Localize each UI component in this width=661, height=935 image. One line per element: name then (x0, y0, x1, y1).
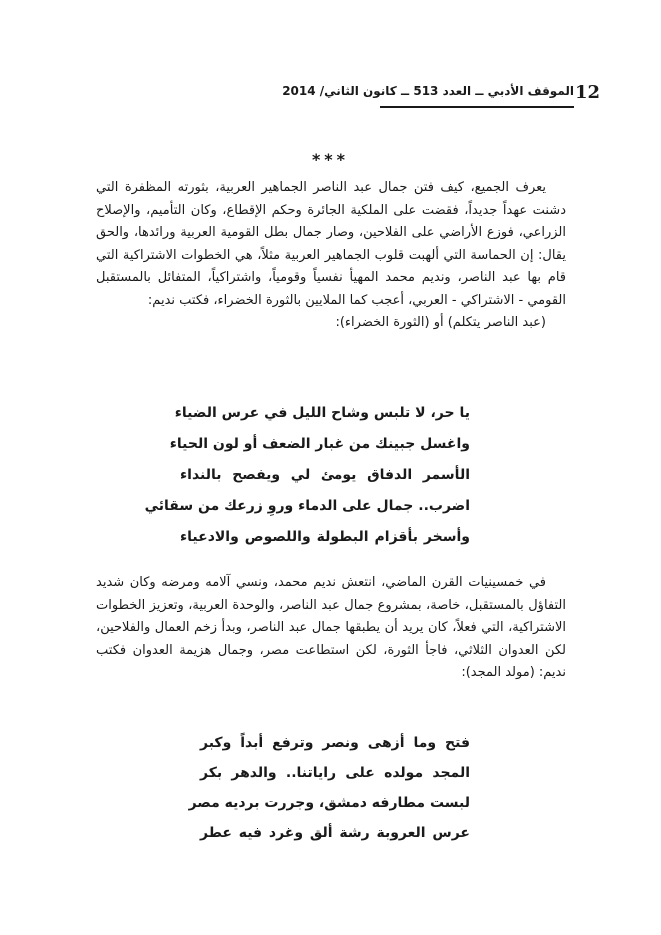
poem-stanza-1 (144, 398, 470, 553)
verse-line: لبست مطارفه دمشق، وجررت برديه مصر (188, 795, 470, 811)
paragraph-1 (96, 177, 566, 335)
verse-line: فتح وما أزهى ونصر وترفع أبداً وكبر (200, 735, 470, 751)
verse-title: (عبد الناصر يتكلم) أو (الثورة الخضراء): (335, 315, 546, 330)
verse-line: اضرب.. جمال على الدماء وروِ زرعك من سقائي (144, 498, 470, 514)
verse-line: الأسمر الدفاق يومئ لي ويفصح بالنداء (180, 467, 470, 483)
verse-line: يا حر، لا تلبس وشاح الليل في عرس الضياء (174, 405, 470, 421)
verse-line: وأسخر بأقزام البطولة واللصوص والادعياء (180, 529, 470, 545)
header-rule (380, 106, 574, 108)
section-separator: *** (311, 150, 350, 169)
verse-line: عرس العروبة رشة ألق وغرد فيه عطر (200, 825, 470, 841)
paragraph-2 (96, 572, 566, 685)
paragraph-1-text: يعرف الجميع، كيف فتن جمال عبد الناصر الجماهير العربية، بثورته المظفرة التي دشنت عهداً جديداً، فقضت على الملكية الجائرة وحكم الإقطاع، وكان التأميم، والإصلاح الزراعي، فوزع الأراضي على الفلاحين، وصار جمال بطل القومية العربية ورائدها، والحق يقال: إن الحماسة التي ألهبت قلوب الجماهير العربية مثلاً، هي الخطوات الاشتراكية التي قام بها عبد الناصر، ونديم محمد المهيأ نفسياً وقومياً، واشتراكياً، المتفائل بالمستقبل القومي - الاشتراكي - العربي، أعجب كما الملايين بالثورة الخضراء، فكتب نديم: (96, 180, 566, 308)
verse-line: المجد مولده على راياتنا.. والدهر بكر (200, 765, 470, 781)
running-head: الموقف الأدبي ــ العدد 513 ــ كانون الثاني/ 2014 (282, 84, 574, 98)
poem-stanza-2 (188, 728, 470, 848)
paragraph-2-text: في خمسينيات القرن الماضي، انتعش نديم محمد، ونسي آلامه ومرضه وكان شديد التفاؤل بالمستقبل، خاصة، بمشروع جمال عبد الناصر، والوحدة العربية، وتعزيز الخطوات الاشتراكية، التي فعلاً، كان يريد أن يطبقها جمال عبد الناصر، وبدأ زخم العمال والفلاحين، لكن العدوان الثلاثي، فاجأ الثورة، لكن استطاعت مصر، وجمال هزيمة العدوان فكتب نديم: (مولد المجد): (96, 575, 566, 680)
verse-line: واغسل جبينك من غبار الضعف أو لون الحياء (169, 436, 470, 452)
page-number: 12 (574, 82, 600, 103)
page-header (282, 78, 600, 112)
